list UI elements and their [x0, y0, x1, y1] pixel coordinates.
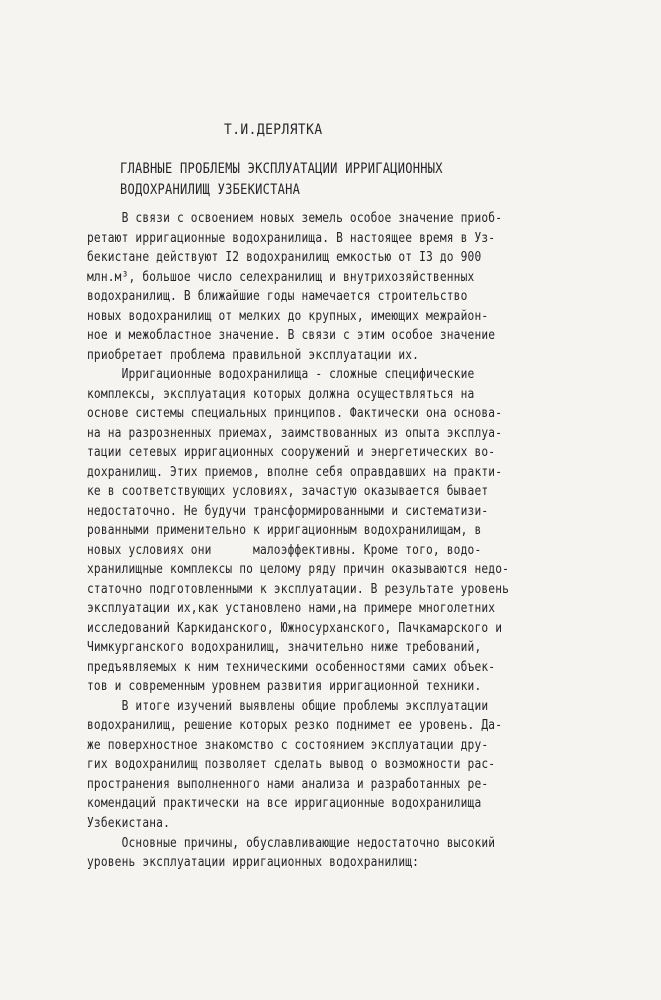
- body-text: [87, 209, 627, 873]
- body-line: основе системы специальных принципов. Фактически она основа-: [87, 406, 503, 422]
- body-line: Чимкурганского водохранилищ, значительно ниже требований,: [87, 640, 482, 656]
- body-line: новых водохранилищ от мелких до крупных, имеющих межрайон-: [87, 308, 489, 324]
- body-line: водохранилищ. В ближайшие годы намечается строительство: [87, 289, 468, 305]
- body-line: комплексы, эксплуатация которых должна осуществляться на: [87, 386, 475, 402]
- body-line: ное и межобластное значение. В связи с этим особое значение: [87, 328, 496, 344]
- body-line: тации сетевых ирригационных сооружений и энергетических во-: [87, 445, 496, 461]
- body-line: на на разрозненных приемах, заимствованных из опыта эксплуа-: [87, 425, 503, 441]
- body-line: пространения выполненного нами анализа и разработанных ре-: [87, 776, 489, 792]
- body-line: Основные причины, обуславливающие недостаточно высокий: [87, 835, 496, 851]
- body-line: рованными применительно к ирригационным водохранилищам, в: [87, 523, 482, 539]
- body-line: хранилищные комплексы по целому ряду причин оказываются недо-: [87, 562, 510, 578]
- body-line: ретают ирригационные водохранилища. В настоящее время в Уз-: [87, 230, 496, 246]
- body-line: статочно подготовленными к эксплуатации. В результате уровень: [87, 581, 510, 597]
- body-line: гих водохранилищ позволяет сделать вывод о возможности рас-: [87, 757, 496, 773]
- body-line: недостаточно. Не будучи трансформированными и систематизи-: [87, 503, 489, 519]
- body-line: В итоге изучений выявлены общие проблемы эксплуатации: [87, 698, 489, 714]
- title-line-1: ГЛАВНЫЕ ПРОБЛЕМЫ ЭКСПЛУАТАЦИИ ИРРИГАЦИОННЫХ: [120, 161, 443, 177]
- body-line: же поверхностное знакомство с состоянием эксплуатации дру-: [87, 737, 489, 753]
- body-line: уровень эксплуатации ирригационных водохранилищ:: [87, 855, 420, 871]
- body-line: тов и современным уровнем развития ирригационной техники.: [87, 679, 482, 695]
- body-line: бекистане действуют I2 водохранилищ емкостью от I3 до 900: [87, 250, 482, 266]
- body-line: млн.м³, большое число селехранилищ и внутрихозяйственных: [87, 269, 475, 285]
- body-line: приобретает проблема правильной эксплуатации их.: [87, 347, 420, 363]
- body-line: исследований Каркиданского, Южносурханского, Пачкамарского и: [87, 620, 503, 636]
- body-line: эксплуатации их,как установлено нами,на примере многолетних: [87, 601, 496, 617]
- document-title: [120, 159, 443, 201]
- body-line: дохранилищ. Этих приемов, вполне себя оправдавших на практи-: [87, 464, 503, 480]
- title-line-2: ВОДОХРАНИЛИЩ УЗБЕКИСТАНА: [120, 182, 301, 198]
- body-line: комендаций практически на все ирригационные водохранилища: [87, 796, 482, 812]
- body-line: новых условиях они малоэффективны. Кроме того, водо-: [87, 542, 482, 558]
- author-name: Т.И.ДЕРЛЯТКА: [224, 122, 323, 138]
- body-line: Ирригационные водохранилища - сложные специфические: [87, 367, 475, 383]
- body-line: водохранилищ, решение которых резко поднимет ее уровень. Да-: [87, 718, 503, 734]
- body-line: В связи с освоением новых земель особое значение приоб-: [87, 211, 503, 226]
- body-line: ке в соответствующих условиях, зачастую оказывается бывает: [87, 484, 489, 500]
- body-line: предъявляемых к ним техническими особенностями самих объек-: [87, 659, 496, 675]
- body-line: Узбекистана.: [87, 815, 171, 831]
